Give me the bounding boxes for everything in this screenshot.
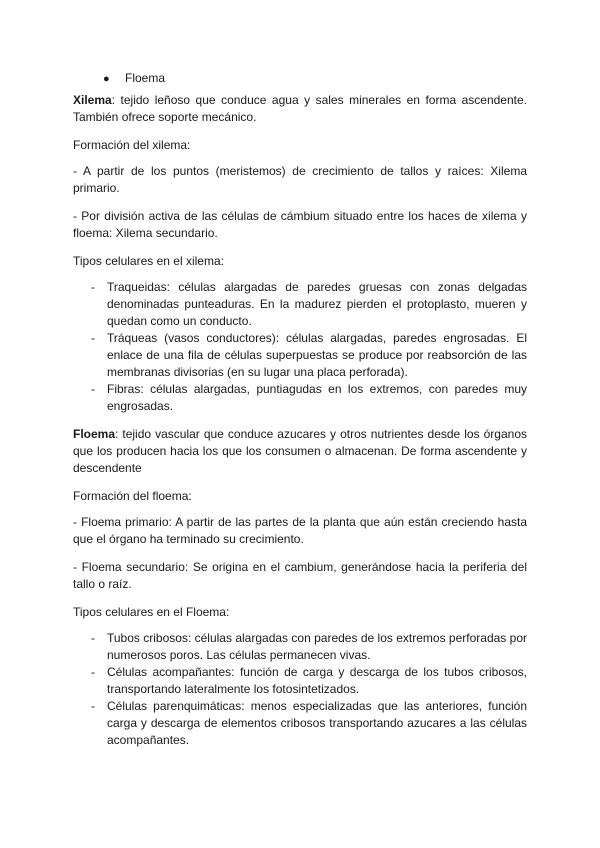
list-item-text: Fibras: células alargadas, puntiagudas en los extremos, con paredes muy engrosadas. [107, 382, 527, 413]
xilema-definition [73, 92, 527, 126]
formacion-floema-item-1: - Floema primario: A partir de las partes de la planta que aún están creciendo hasta que el órgano ha terminado su crecimiento. [73, 515, 527, 546]
formacion-xilema-item-1: - A partir de los puntos (meristemos) de crecimiento de tallos y raíces: Xilema primario. [73, 164, 527, 195]
floema-term: Floema [73, 427, 116, 441]
tipos-xilema-heading: Tipos celulares en el xilema: [73, 254, 224, 268]
list-item-text: Células acompañantes: función de carga y descarga de los tubos cribosos, transportando lateralmente los fotosintetizados. [107, 665, 527, 696]
list-item [73, 279, 527, 330]
list-item-text: Tráqueas (vasos conductores): células alargadas, paredes engrosadas. El enlace de una fila de células superpuestas se produce por reabsorción de las membranas divisorias (en su lugar una placa perforada). [107, 331, 527, 379]
formacion-xilema-heading: Formación del xilema: [73, 138, 191, 152]
floema-bullet-item [103, 70, 527, 88]
floema-definition [73, 426, 527, 477]
formacion-xilema-item-2: - Por división activa de las células de cámbium situado entre los haces de xilema y floema: Xilema secundario. [73, 209, 527, 240]
dash-marker: - [91, 631, 95, 645]
bullet-text: Floema [125, 71, 166, 85]
tipos-xilema-list [73, 279, 527, 415]
formacion-floema-item-2: - Floema secundario: Se origina en el cambium, generándose hacia la periferia del tallo o raíz. [73, 560, 527, 591]
dash-marker: - [91, 382, 95, 396]
dash-marker: - [91, 331, 95, 345]
dash-marker: - [91, 665, 95, 679]
list-item [73, 630, 527, 664]
list-item [73, 698, 527, 749]
xilema-definition-text: : tejido leñoso que conduce agua y sales minerales en forma ascendente. También ofrece soporte mecánico. [73, 93, 527, 124]
dash-marker: - [91, 699, 95, 713]
bullet-icon: ● [103, 73, 110, 85]
xilema-term: Xilema [73, 93, 112, 107]
tipos-floema-list [73, 630, 527, 749]
dash-marker: - [91, 280, 95, 294]
list-item-text: Traqueidas: células alargadas de paredes gruesas con zonas delgadas denominadas punteaduras. En la madurez pierden el protoplasto, mueren y quedan como un conducto. [107, 280, 527, 328]
list-item [73, 664, 527, 698]
document-page [73, 70, 527, 760]
list-item-text: Células parenquimáticas: menos especializadas que las anteriores, función carga y descarga de elementos cribosos transportando azucares a las células acompañantes. [107, 699, 527, 747]
list-item-text: Tubos cribosos: células alargadas con paredes de los extremos perforadas por numerosos poros. Las células permanecen vivas. [107, 631, 527, 662]
list-item [73, 330, 527, 381]
formacion-floema-heading: Formación del floema: [73, 489, 192, 503]
floema-definition-text: : tejido vascular que conduce azucares y otros nutrientes desde los órganos que los producen hacia los que los consumen o almacenan. De forma ascendente y descendente [73, 427, 527, 475]
tipos-floema-heading: Tipos celulares en el Floema: [73, 605, 230, 619]
list-item [73, 381, 527, 415]
